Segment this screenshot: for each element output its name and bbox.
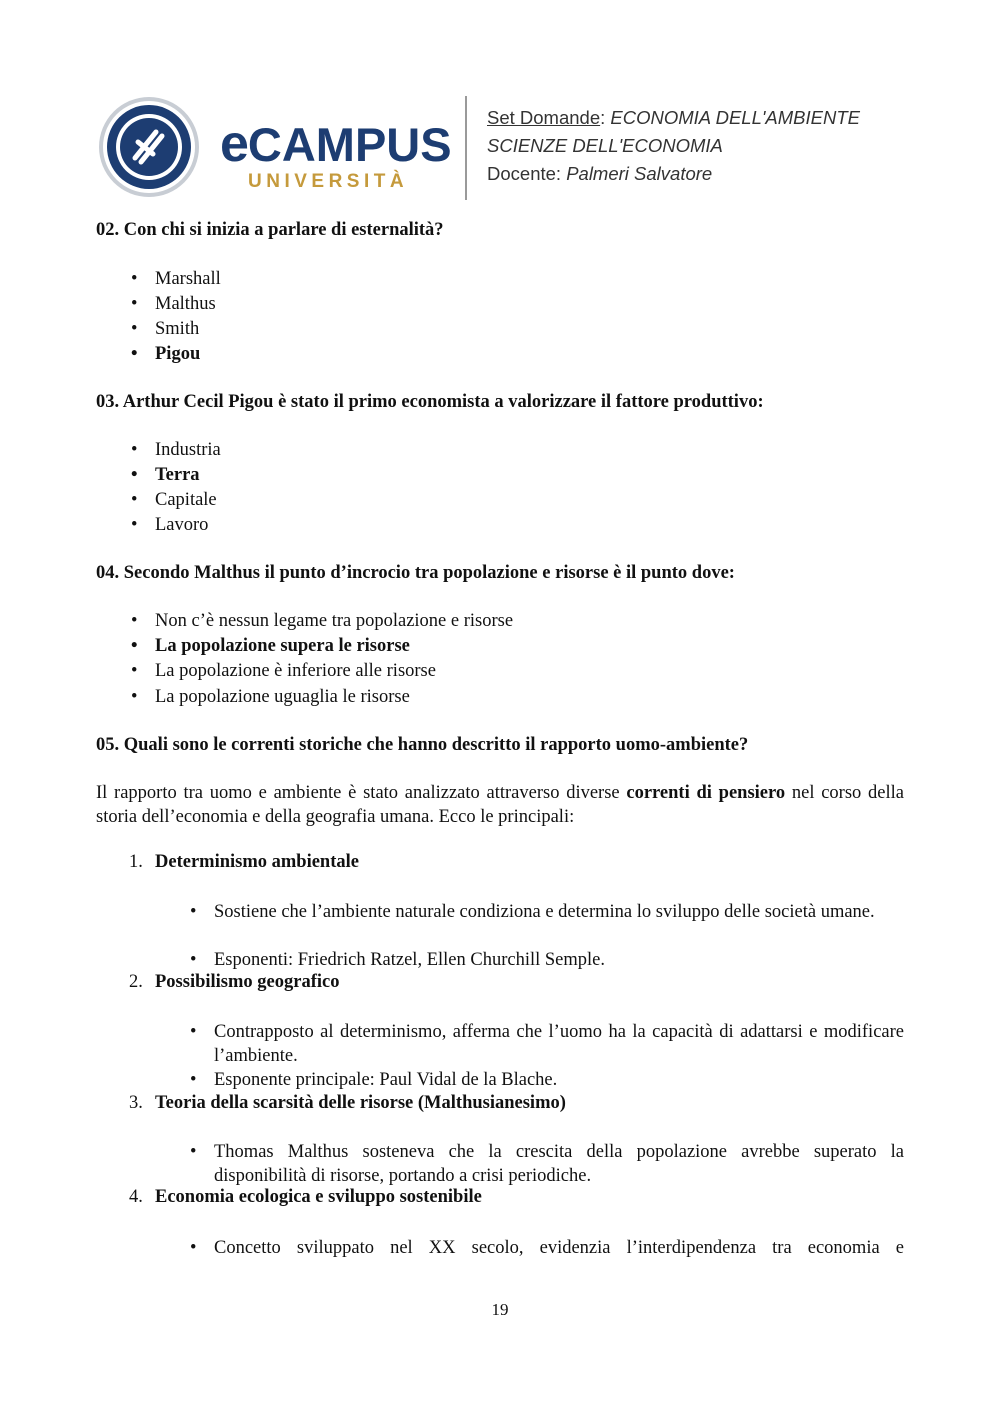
numbered-item-title: 3. Teoria della scarsità delle risorse (Malthusianesimo) [129,1093,566,1113]
option-item-correct: • Terra [131,465,200,485]
page-number: 19 [491,1300,509,1319]
course-value: SCIENZE DELL'ECONOMIA [487,135,723,156]
sub-bullet: • Contrapposto al determinismo, afferma che l’uomo ha la capacità di adattarsi e modificare l’ambiente. [190,1022,904,1066]
sub-bullet: • Concetto sviluppato nel XX secolo, evidenzia l’interdipendenza tra economia e [190,1238,904,1258]
option-item: • Malthus [131,294,216,314]
brand-name [220,115,452,173]
option-item: • La popolazione è inferiore alle risorse [131,661,436,681]
set-line: Set Domande: ECONOMIA DELL'AMBIENTE [487,107,860,128]
question-title: 02. Con chi si inizia a parlare di esternalità? [96,220,444,240]
brand-campus: CAMPUS [247,118,452,171]
header-divider [465,96,467,200]
answer-intro: Il rapporto tra uomo e ambiente è stato analizzato attraverso diverse correnti di pensiero nel corso della storia dell’economia e della geografia umana. Ecco le principali: [96,783,904,827]
option-item: • Smith [131,319,200,339]
set-label: Set Domande [487,107,601,128]
option-item: • Capitale [131,490,217,510]
ecampus-seal-logo [98,96,200,198]
brand-subtitle: UNIVERSITÀ [248,171,409,192]
option-item: • Non c’è nessun legame tra popolazione e risorse [131,611,514,631]
sub-bullet: • Esponenti: Friedrich Ratzel, Ellen Churchill Semple. [190,950,605,970]
question-title: 05. Quali sono le correnti storiche che hanno descritto il rapporto uomo-ambiente? [96,735,749,755]
question-title: 04. Secondo Malthus il punto d’incrocio tra popolazione e risorse è il punto dove: [96,563,735,583]
brand-wordmark [220,115,452,193]
numbered-item-title: 4. Economia ecologica e sviluppo sostenibile [129,1187,482,1207]
sub-bullet: • Esponente principale: Paul Vidal de la Blache. [190,1070,558,1090]
set-value: ECONOMIA DELL'AMBIENTE [610,107,860,128]
sub-bullet: • Sostiene che l’ambiente naturale condiziona e determina lo sviluppo delle società umane. [190,902,875,922]
docente-line: Docente: Palmeri Salvatore [487,163,713,184]
docente-label: Docente [487,163,556,184]
option-item: • Industria [131,440,221,460]
header-meta [487,104,860,188]
option-item: • La popolazione uguaglia le risorse [131,687,410,707]
sub-bullet: • Thomas Malthus sosteneva che la crescita della popolazione avrebbe superato la disponibilità di risorse, portando a crisi periodiche. [190,1142,904,1186]
docente-value: Palmeri Salvatore [566,163,713,184]
option-item: • Marshall [131,269,221,289]
option-item-correct: • La popolazione supera le risorse [131,636,410,656]
course-line [487,132,860,160]
option-item: • Lavoro [131,515,209,535]
question-title: 03. Arthur Cecil Pigou è stato il primo economista a valorizzare il fattore produttivo: [96,392,764,412]
numbered-item-title: 2. Possibilismo geografico [129,972,340,992]
brand-e: e [220,115,248,173]
option-item-correct: • Pigou [131,344,201,364]
numbered-item-title: 1. Determinismo ambientale [129,852,359,872]
